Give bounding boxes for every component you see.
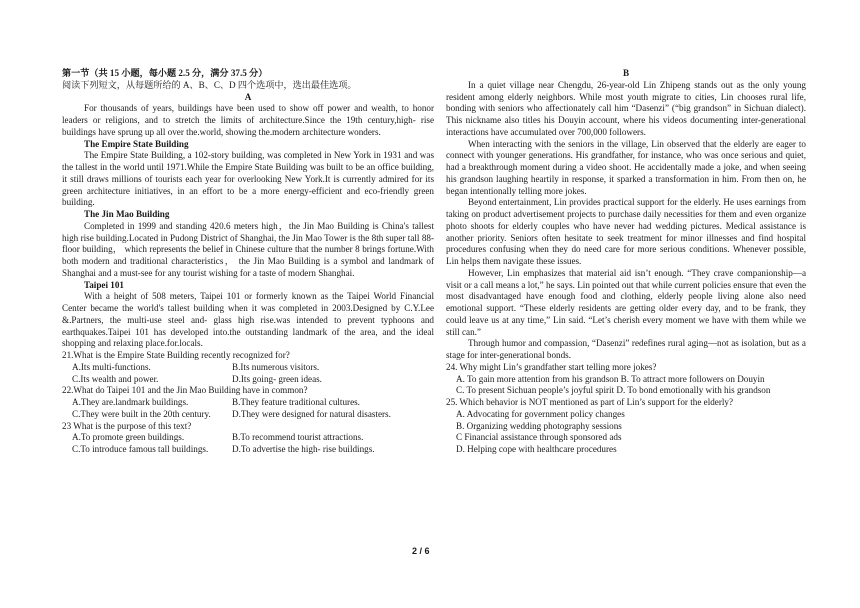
option: C.To introduce famous tall buildings. xyxy=(72,444,209,454)
option: C.Its wealth and power. xyxy=(72,373,159,384)
option: D.Its going- green ideas. xyxy=(232,373,322,384)
passage-b-label: B xyxy=(622,68,630,78)
instructions: 阅读下列短文，从每题所给的 A、B、C、D 四个选项中，选出最佳选项。 xyxy=(62,79,357,90)
option: D. Helping cope with healthcare procedures xyxy=(456,444,617,454)
passage-b-paragraph: Through humor and compassion, “Dasenzi” redefines rural aging—not as isolation, but as a stage for inter-generational bonds. xyxy=(446,338,806,360)
option: C. To present Sichuan people’s joyful spirit D. To bond emotionally with his grandson xyxy=(456,385,771,396)
option: B. Organizing wedding photography sessions xyxy=(456,420,622,431)
option: C Financial assistance through sponsored ads xyxy=(456,432,622,443)
option: B.To recommend tourist attractions. xyxy=(232,432,364,443)
passage-b-paragraph: In a quiet village near Chengdu, 26-year-old Lin Zhipeng stands out as the only young resident among elderly neighbors. While most youth migrate to cities, Lin chooses rural life, bonding with seniors who affectionately call him “Dasenzi” (“big grandson” in Sichuan dialect). This nickname also titles his Douyin account, where his videos documenting inter-generational interactions have accumulated over 700,000 followers. xyxy=(446,79,806,137)
question-22: 22.What do Taipei 101 and the Jin Mao Building have in common? xyxy=(62,385,308,396)
section-text-jin-mao: Completed in 1999 and standing 420.6 meters high，the Jin Mao Building is China's tallest high rise building.Located in Pudong District of Shanghai, the Jin Mao Tower is the 8th super tall 88- floor building， which represents the belief in Chinese culture that the number 8 brings fortune.With both modern and traditional characteristics， the Jin Mao Building is a symbol and landmark of Shanghai and a must-see for any tourist wishing for a taste of modern Shanghai. xyxy=(62,220,434,278)
option: A. To gain more attention from his grandson B. To attract more followers on Douyin xyxy=(456,373,765,384)
option: A.To promote green buildings. xyxy=(72,432,185,443)
option: C.They were built in the 20th century. xyxy=(72,408,211,419)
passage-b-paragraph: When interacting with the seniors in the village, Lin observed that the elderly are eager to connect with younger generations. His grandfather, for instance, who was once serious and quiet, had a breakthrough moment during a video shoot. He accidentally made a joke, and when seeing his grandson laughing heartily in response, it sparked a transformation in him. From then on, he began intentionally telling more jokes. xyxy=(446,138,806,196)
section-text-empire-state: The Empire State Building, a 102-story building, was completed in New York in 1931 and was the tallest in the world until 1971.While the Empire State Building was built to be an office building, it still draws millions of tourists each year for overlooking New York.It is currently admired for its green architecture initiatives, in an effort to be a more energy-efficient and eco-friendly green building. xyxy=(62,150,434,208)
section-title-empire-state: The Empire State Building xyxy=(84,138,189,149)
option: D.They were designed for natural disasters. xyxy=(232,408,391,419)
option: B.They feature traditional cultures. xyxy=(232,397,360,407)
section-header: 第一节（共 15 小题，每小题 2.5 分，满分 37.5 分） xyxy=(62,68,268,78)
left-column xyxy=(62,68,434,456)
question-23-options-row1 xyxy=(62,432,434,444)
passage-a-intro: For thousands of years, buildings have been used to show off power and wealth, to honor leaders or religions, and to stretch the limits of architecture.Since the 19th century,high- rise buildings have sprung up all over the.world, showing the.modern architecture wonders. xyxy=(62,103,434,137)
question-22-options-row1 xyxy=(62,397,434,409)
option: B.Its numerous visitors. xyxy=(232,361,320,372)
question-24: 24. Why might Lin’s grandfather start telling more jokes? xyxy=(446,361,657,372)
question-25: 25. Which behavior is NOT mentioned as part of Lin’s support for the elderly? xyxy=(446,397,734,407)
question-22-options-row2 xyxy=(62,409,434,421)
option: A.Its multi-functions. xyxy=(72,361,151,372)
page-number: 2 / 6 xyxy=(412,546,430,556)
question-21-options-row1 xyxy=(62,362,434,374)
question-23-options-row2 xyxy=(62,444,434,456)
option: A.They are.landmark buildings. xyxy=(72,397,189,407)
right-column xyxy=(446,68,806,456)
passage-a-label: A xyxy=(244,91,252,102)
question-23: 23 What is the purpose of this text? xyxy=(62,420,192,431)
section-title-taipei-101: Taipei 101 xyxy=(84,279,124,290)
section-text-taipei-101: With a height of 508 meters, Taipei 101 or formerly known as the Taipei World Financial Center became the world's tallest building when it was completed in 2003.Designed by C.Y.Lee &.Partners, the multi-use steel and- glass high rise.was intended to prevent typhoons and earthquakes.Taipei 101 has developed into.the outstanding landmark of the area, and the ideal shopping and relaxing place.for.locals. xyxy=(62,291,434,349)
option: D.To advertise the high- rise buildings. xyxy=(232,444,375,454)
option: A. Advocating for government policy changes xyxy=(456,408,625,419)
question-21: 21.What is the Empire State Building recently recognized for? xyxy=(62,350,290,360)
passage-b-paragraph: However, Lin emphasizes that material aid isn’t enough. “They crave companionship—a visit or a call means a lot,” he says. Lin pointed out that while current policies ensure that even the most disadvantaged have enough food and clothing, elderly people living alone also need emotional support. “These elderly residents are getting older every day, and to be frank, they could leave us at any time,” Lin said. “Let’s cherish every moment we have with them while we still can.” xyxy=(446,267,806,337)
question-21-options-row2 xyxy=(62,374,434,386)
section-title-jin-mao: The Jin Mao Building xyxy=(84,209,170,219)
passage-b-paragraph: Beyond entertainment, Lin provides practical support for the elderly. He uses earnings from taking on product advertisement projects to purchase daily necessities for them and even organize photo shoots for elderly couples who have never had wedding pictures. Medical assistance is another priority. Seniors often hesitate to seek treatment for minor illnesses and find hospital procedures confusing when they do need care for more serious conditions. Whenever possible, Lin helps them navigate these issues. xyxy=(446,197,806,266)
